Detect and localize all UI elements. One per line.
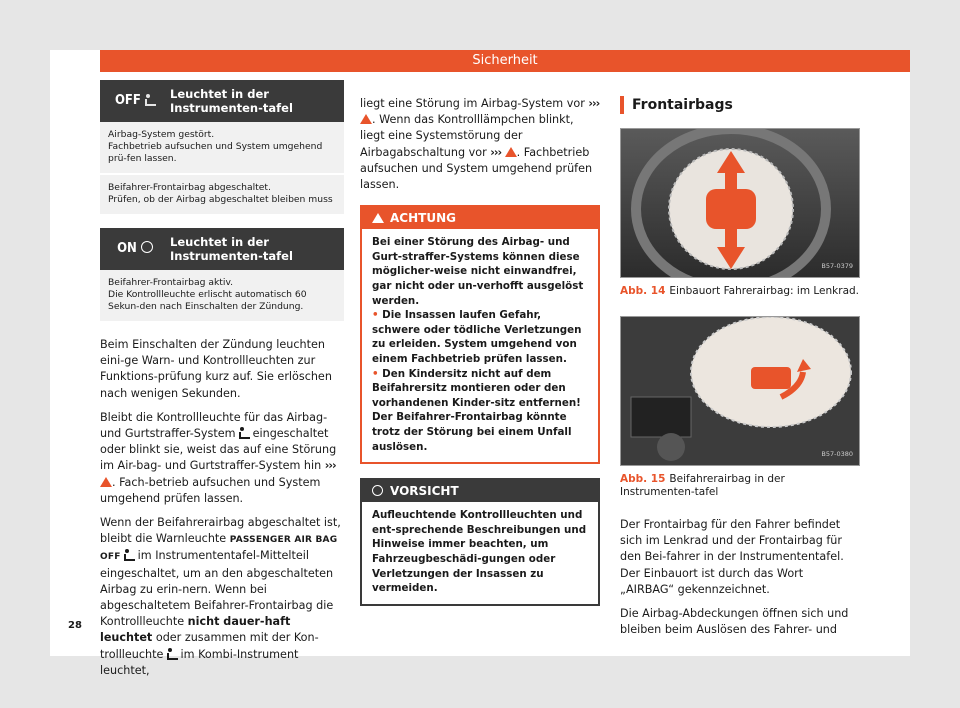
figure-driver-airbag — [620, 128, 860, 278]
achtung-box — [360, 205, 600, 464]
table2-row-1: Beifahrer-Frontairbag aktiv. Die Kontrollleuchte erlischt automatisch 60 Sekun-den nach Einschalten der Zündung. — [100, 270, 344, 323]
figure-caption: Abb. 14 Einbauort Fahrerairbag: im Lenkrad. — [620, 285, 860, 297]
vorsicht-body: Aufleuchtende Kontrollleuchten und ent-sprechende Beschreibungen und Hinweise immer beachten, um Fahrzeugbeschädi-gungen oder Verletzungen der Insassen zu vermeiden. — [372, 509, 587, 595]
figure-caption: Abb. 15 Beifahrerairbag in der Instrumenten-tafel — [620, 473, 785, 498]
airbag-warning-icon — [239, 427, 249, 438]
vorsicht-header: VORSICHT — [362, 480, 598, 502]
warning-triangle-icon[interactable] — [100, 477, 112, 487]
reference-arrow[interactable]: ››› — [588, 97, 600, 110]
figure-code: B57-0379 — [821, 262, 853, 270]
column-3 — [620, 96, 860, 638]
achtung-bullet-1: • Die Insassen laufen Gefahr, schwere oder tödliche Verletzungen zu erleiden. System umgehend von einem Fachbetrieb prüfen lassen. — [372, 309, 582, 365]
section-title: Frontairbags — [620, 96, 860, 114]
airbag-off-icon: OFF — [100, 93, 170, 109]
paragraph-continued: liegt eine Störung im Airbag-System vor ››› . Wenn das Kontrolllämpchen blinkt, liegt eine Systemstörung der Airbagabschaltung vor ››› . Fachbetrieb aufsuchen und System umgehend prüfen lassen. — [360, 97, 600, 192]
achtung-header: ACHTUNG — [362, 207, 598, 229]
passenger-airbag-off-label: PASSENGER AIR BAG OFF — [100, 535, 338, 563]
steering-wheel-illustration — [621, 129, 860, 278]
airbag-warning-icon — [167, 648, 177, 659]
airbag-on-symbol-icon — [141, 241, 153, 253]
achtung-bullet-2: • Den Kindersitz nicht auf dem Beifahrersitz montieren oder den vorhandenen Kinder-sitz entfernen! Der Beifahrer-Frontairbag könnte trotz der Störung bei einem Unfall auslösen. — [372, 367, 581, 453]
airbag-on-icon: ON — [100, 241, 170, 257]
column-2 — [360, 96, 600, 606]
info-circle-icon — [372, 485, 383, 496]
column-1 — [100, 80, 344, 679]
warning-triangle-icon[interactable] — [505, 147, 517, 157]
vorsicht-box — [360, 478, 600, 606]
figure-code: B57-0380 — [821, 450, 853, 458]
table1-title: Leuchtet in der Instrumenten-tafel — [170, 87, 293, 115]
page-number: 28 — [68, 620, 82, 631]
paragraph-frontairbag-2: Die Airbag-Abdeckungen öffnen sich und bleiben beim Auslösen des Fahrer- und — [620, 607, 849, 637]
warning-triangle-icon — [372, 213, 384, 223]
reference-arrow[interactable]: ››› — [324, 459, 336, 473]
manual-page — [50, 50, 910, 677]
paragraph-2: Bleibt die Kontrollleuchte für das Airbag- und Gurtstraffer-System eingeschaltet oder blinkt sie, weist das auf eine Störung im Air-bag- und Gurtstraffer-System hin ››› . Fach-betrieb aufsuchen und System umgehend prüfen lassen. — [100, 410, 337, 505]
table1-row-2: Beifahrer-Frontairbag abgeschaltet. Prüfen, ob der Airbag abgeschaltet bleiben muss — [100, 175, 344, 216]
paragraph-1: Beim Einschalten der Zündung leuchten eini-ge Warn- und Kontrollleuchten zur Funktions-prüfung kurz auf. Sie erlöschen nach wenigen Sekunden. — [100, 338, 332, 400]
paragraph-3: Wenn der Beifahrerairbag abgeschaltet ist, bleibt die Warnleuchte PASSENGER AIR BAG OFF im Instrumententafel-Mittelteil eingeschaltet, um an den abgeschalteten Airbag zu erin-nern. Wenn bei abgeschaltetem Beifahrer-Frontairbag die Kontrollleuchte nicht dauer-haft leuchtet oder zusammen mit der Kon-trollleuchte im Kombi-Instrument leuchtet, — [100, 516, 341, 677]
paragraph-frontairbag-1: Der Frontairbag für den Fahrer befindet sich im Lenkrad und der Frontairbag für den Bei-fahrer in der Instrumententafel. Der Einbauort ist durch das Wort „AIRBAG“ gekennzeichnet. — [620, 518, 844, 596]
table1-row-1: Airbag-System gestört. Fachbetrieb aufsuchen und System umgehend prü-fen lassen. — [100, 122, 344, 175]
passenger-airbag-icon — [124, 549, 134, 560]
achtung-intro: Bei einer Störung des Airbag- und Gurt-straffer-Systems können diese möglicher-weise nicht einwandfrei, gar nicht oder un-verhofft ausgelöst werden. — [372, 236, 584, 307]
reference-arrow[interactable]: ››› — [490, 145, 502, 159]
passenger-airbag-icon — [145, 94, 155, 105]
table1-header — [100, 80, 344, 122]
dashboard-illustration — [621, 317, 860, 466]
table2-title: Leuchtet in der Instrumenten-tafel — [170, 235, 293, 263]
section-header: Sicherheit — [100, 50, 910, 72]
achtung-body — [362, 229, 598, 462]
figure-passenger-airbag — [620, 316, 860, 466]
table2-header — [100, 228, 344, 270]
warning-triangle-icon[interactable] — [360, 114, 372, 124]
